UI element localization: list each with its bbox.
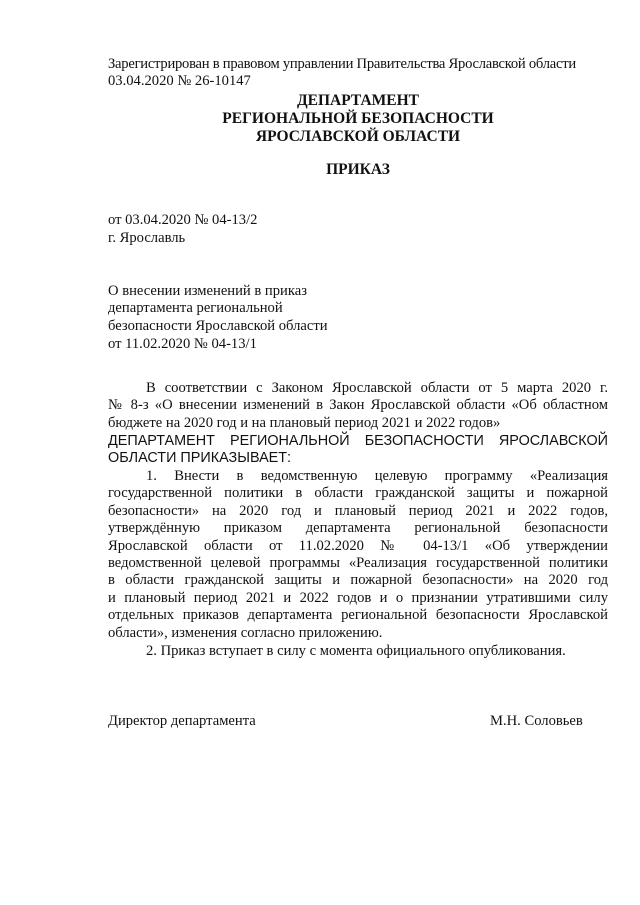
item-1-line: в области гражданской защиты и пожарной безопасности» на 2020 год <box>108 572 608 589</box>
preamble-line: бюджете на 2020 год и на плановый период 2021 и 2022 годов» <box>108 414 501 431</box>
item-1-line: ведомственной целевой программы «Реализация государственной политики <box>108 555 608 572</box>
item-1-line: государственной политики в области гражданской защиты и пожарной <box>108 485 608 502</box>
item-1-line: 1. Внести в ведомственную целевую программу «Реализация <box>146 468 608 484</box>
signatory-name: М.Н. Соловьев <box>490 713 583 729</box>
item-1-line: и плановый период 2021 и 2022 годов и о признании утратившими силу <box>108 589 608 606</box>
subject-line: департамента региональной <box>108 300 283 316</box>
item-1-line: безопасности» на 2020 год и плановый период 2021 и 2022 годов, <box>108 502 608 519</box>
department-name-line-1: ДЕПАРТАМЕНТ <box>296 92 420 109</box>
document-title: ПРИКАЗ <box>326 161 390 178</box>
subject-line: безопасности Ярославской области <box>108 318 328 334</box>
subject-line: О внесении изменений в приказ <box>108 283 307 299</box>
item-1-line: Ярославской области от 11.02.2020 № 04-13/1 «Об утверждении <box>108 537 608 554</box>
item-1-paragraph <box>108 468 608 642</box>
signatory-position: Директор департамента <box>108 713 256 729</box>
decree-line: ОБЛАСТИ ПРИКАЗЫВАЕТ: <box>108 450 292 467</box>
registration-line-1: Зарегистрирован в правовом управлении Правительства Ярославской области <box>108 56 576 72</box>
item-1-line: отдельных приказов департамента региональной безопасности Ярославской <box>108 607 608 624</box>
order-date-number: от 03.04.2020 № 04-13/2 <box>108 212 258 228</box>
preamble-paragraph <box>108 380 608 432</box>
item-2-line: 2. Приказ вступает в силу с момента официального опубликования. <box>146 643 566 659</box>
registration-line-2: 03.04.2020 № 26-10147 <box>108 73 251 89</box>
preamble-line: В соответствии с Законом Ярославской области от 5 марта 2020 г. <box>146 380 608 396</box>
item-1-line: утверждённую приказом департамента региональной безопасности <box>108 520 608 537</box>
item-2-paragraph <box>108 643 608 660</box>
order-city: г. Ярославль <box>108 230 186 246</box>
decree-paragraph <box>108 433 608 468</box>
subject-line: от 11.02.2020 № 04-13/1 <box>108 336 257 352</box>
department-name-line-2: РЕГИОНАЛЬНОЙ БЕЗОПАСНОСТИ <box>222 110 494 127</box>
decree-line: ДЕПАРТАМЕНТ РЕГИОНАЛЬНОЙ БЕЗОПАСНОСТИ ЯРОСЛАВСКОЙ <box>108 433 608 449</box>
preamble-line: № 8-з «О внесении изменений в Закон Ярославской области «Об областном <box>108 397 608 414</box>
item-1-line: области», изменения согласно приложению. <box>108 624 383 641</box>
department-name-line-3: ЯРОСЛАВСКОЙ ОБЛАСТИ <box>255 128 461 145</box>
